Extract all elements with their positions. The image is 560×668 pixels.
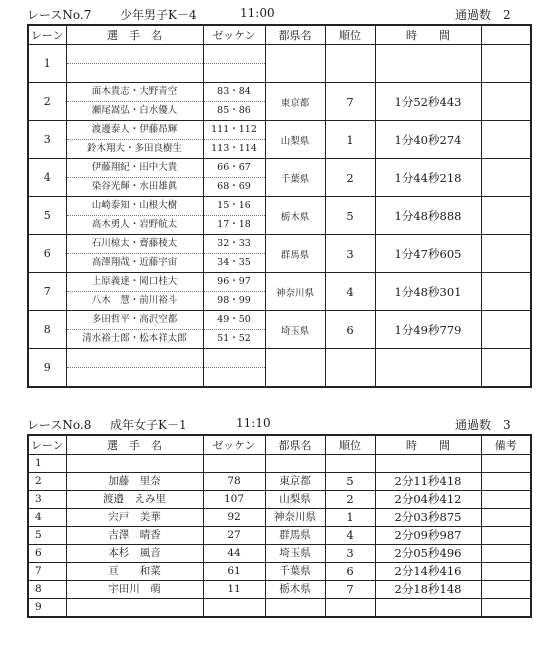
crew-name-line: 伊藤翔紀・田中大貴 <box>91 162 178 173</box>
table-row <box>28 599 531 618</box>
athlete-name: 本杉 風音 <box>66 545 203 563</box>
bib-numbers <box>203 349 265 388</box>
finish-time: 1分40秒274 <box>375 121 481 159</box>
finish-time: 2分14秒416 <box>375 563 481 581</box>
bib-line: 111・112 <box>211 124 257 135</box>
note <box>481 121 531 159</box>
race7-time: 11:00 <box>240 6 275 20</box>
table-row <box>28 83 531 121</box>
crew-name-line <box>67 63 203 82</box>
prefecture: 栃木県 <box>265 581 325 599</box>
finish-time: 2分18秒148 <box>375 581 481 599</box>
bib-number: 61 <box>203 563 265 581</box>
finish-time: 2分11秒418 <box>375 473 481 491</box>
bib-line: 113・114 <box>204 139 265 158</box>
prefecture <box>265 599 325 618</box>
lane-number: 3 <box>28 491 66 509</box>
table-row <box>28 491 531 509</box>
race7-category: 少年男子K－4 <box>120 8 197 22</box>
finish-time: 1分48秒301 <box>375 273 481 311</box>
crew-name-line: 高木勇人・岩野航太 <box>67 215 203 234</box>
rank: 3 <box>325 235 375 273</box>
bib-line: 85・86 <box>204 101 265 120</box>
athlete-name: 宍戸 美華 <box>66 509 203 527</box>
lane-number: 3 <box>28 121 66 159</box>
athlete-name <box>66 599 203 618</box>
bib-line <box>204 349 265 367</box>
bib-line <box>204 367 265 386</box>
crew-name-line: 鈴木翔大・多田良樹生 <box>67 139 203 158</box>
bib-number: 107 <box>203 491 265 509</box>
rank: 2 <box>325 491 375 509</box>
lane-header: レーン <box>28 435 66 455</box>
race7-number: レースNo.7 <box>27 8 92 22</box>
athlete-name: 宇田川 萌 <box>66 581 203 599</box>
bib-line: 32・33 <box>217 238 251 249</box>
table-row <box>28 121 531 159</box>
note <box>481 509 531 527</box>
crew-name-line: 八木 慧・前川裕斗 <box>67 291 203 310</box>
bib-number <box>203 599 265 618</box>
race8-advance: 通過数 3 <box>455 418 511 432</box>
rank: 4 <box>325 273 375 311</box>
race8-table <box>27 434 532 618</box>
time-header: 時 間 <box>375 25 481 45</box>
note <box>481 83 531 121</box>
prefecture: 山梨県 <box>265 121 325 159</box>
finish-time <box>375 45 481 83</box>
athlete-name: 渡邉 えみ里 <box>66 491 203 509</box>
finish-time: 1分49秒779 <box>375 311 481 349</box>
bib-line: 15・16 <box>217 200 251 211</box>
finish-time: 2分09秒987 <box>375 527 481 545</box>
lane-number: 2 <box>28 473 66 491</box>
lane-number: 7 <box>28 273 66 311</box>
finish-time: 1分48秒888 <box>375 197 481 235</box>
prefecture: 群馬県 <box>265 527 325 545</box>
table-row <box>28 473 531 491</box>
note <box>481 473 531 491</box>
race7-header-row <box>28 25 531 45</box>
prefecture: 千葉県 <box>265 159 325 197</box>
prefecture: 埼玉県 <box>265 545 325 563</box>
crew-name-line <box>67 349 203 367</box>
bib-line: 66・67 <box>217 162 251 173</box>
rank: 1 <box>325 121 375 159</box>
rank: 6 <box>325 563 375 581</box>
bib-line: 51・52 <box>204 329 265 348</box>
race8-time: 11:10 <box>236 416 271 430</box>
table-row <box>28 509 531 527</box>
crew-name-line: 石川椋太・齋藤稜太 <box>91 238 178 249</box>
lane-header: レーン <box>28 25 66 45</box>
crew-names <box>66 235 203 273</box>
note <box>481 455 531 473</box>
lane-number: 4 <box>28 509 66 527</box>
note <box>481 273 531 311</box>
prefecture: 神奈川県 <box>265 273 325 311</box>
bib-header: ゼッケン <box>203 25 265 45</box>
prefecture <box>265 455 325 473</box>
race8-category: 成年女子K－1 <box>110 418 187 432</box>
bib-line: 17・18 <box>204 215 265 234</box>
crew-name-line: 山崎泰知・山根大樹 <box>91 200 178 211</box>
crew-name-line: 清水裕士郎・松本祥太郎 <box>67 329 203 348</box>
note <box>481 197 531 235</box>
table-row <box>28 581 531 599</box>
finish-time: 2分03秒875 <box>375 509 481 527</box>
crew-name-line: 面木貴志・大野青空 <box>91 86 178 97</box>
race7-advance: 通過数 2 <box>455 8 511 22</box>
bib-numbers <box>203 121 265 159</box>
bib-numbers <box>203 311 265 349</box>
bib-number: 27 <box>203 527 265 545</box>
crew-name-line <box>67 367 203 386</box>
bib-line: 34・35 <box>204 253 265 272</box>
table-row <box>28 273 531 311</box>
lane-number: 6 <box>28 235 66 273</box>
rank: 2 <box>325 159 375 197</box>
finish-time: 1分44秒218 <box>375 159 481 197</box>
lane-number: 1 <box>28 45 66 83</box>
race8-number: レースNo.8 <box>27 418 92 432</box>
table-row <box>28 349 531 388</box>
lane-number: 7 <box>28 563 66 581</box>
lane-number: 2 <box>28 83 66 121</box>
rank: 4 <box>325 527 375 545</box>
lane-number: 8 <box>28 581 66 599</box>
crew-name-line: 高澤翔哉・近藤宇宙 <box>67 253 203 272</box>
rank: 5 <box>325 473 375 491</box>
finish-time: 1分47秒605 <box>375 235 481 273</box>
finish-time <box>375 455 481 473</box>
note <box>481 527 531 545</box>
note <box>481 563 531 581</box>
crew-names <box>66 121 203 159</box>
table-row <box>28 527 531 545</box>
bib-numbers <box>203 159 265 197</box>
bib-line: 98・99 <box>204 291 265 310</box>
table-row <box>28 45 531 83</box>
table-row <box>28 159 531 197</box>
prefecture: 群馬県 <box>265 235 325 273</box>
blank-header <box>481 25 531 45</box>
crew-names <box>66 83 203 121</box>
time-header: 時 間 <box>375 435 481 455</box>
crew-name-line: 上原義達・岡口桂大 <box>91 276 178 287</box>
rank: 3 <box>325 545 375 563</box>
rank: 7 <box>325 83 375 121</box>
rank: 6 <box>325 311 375 349</box>
crew-names <box>66 311 203 349</box>
bib-numbers <box>203 235 265 273</box>
crew-name-line: 染谷光輝・水田雄眞 <box>67 177 203 196</box>
note <box>481 545 531 563</box>
finish-time <box>375 599 481 618</box>
bib-numbers <box>203 197 265 235</box>
note <box>481 45 531 83</box>
note-header: 備考 <box>481 435 531 455</box>
bib-numbers <box>203 45 265 83</box>
finish-time <box>375 349 481 388</box>
table-row <box>28 197 531 235</box>
bib-number: 44 <box>203 545 265 563</box>
table-row <box>28 455 531 473</box>
race8-header-row <box>28 435 531 455</box>
bib-number: 92 <box>203 509 265 527</box>
bib-line: 96・97 <box>217 276 251 287</box>
rank <box>325 599 375 618</box>
athlete-name <box>66 455 203 473</box>
prefecture: 東京都 <box>265 473 325 491</box>
prefecture: 山梨県 <box>265 491 325 509</box>
prefecture: 東京都 <box>265 83 325 121</box>
bib-line: 68・69 <box>204 177 265 196</box>
finish-time: 2分04秒412 <box>375 491 481 509</box>
crew-names <box>66 197 203 235</box>
lane-number: 5 <box>28 527 66 545</box>
finish-time: 2分05秒496 <box>375 545 481 563</box>
race7-table <box>27 24 532 388</box>
bib-line: 49・50 <box>217 314 251 325</box>
bib-line <box>204 63 265 82</box>
pref-header: 都県名 <box>265 435 325 455</box>
crew-name-line: 多田哲平・高沢空都 <box>91 314 178 325</box>
pref-header: 都県名 <box>265 25 325 45</box>
crew-name-line: 渡邊泰人・伊藤昂輝 <box>91 124 178 135</box>
rank: 7 <box>325 581 375 599</box>
note <box>481 235 531 273</box>
athlete-name: 加藤 里奈 <box>66 473 203 491</box>
rank-header: 順位 <box>325 25 375 45</box>
bib-numbers <box>203 273 265 311</box>
rank-header: 順位 <box>325 435 375 455</box>
bib-number: 11 <box>203 581 265 599</box>
table-row <box>28 545 531 563</box>
athlete-name: 吉澤 晴香 <box>66 527 203 545</box>
rank <box>325 455 375 473</box>
bib-header: ゼッケン <box>203 435 265 455</box>
table-row <box>28 235 531 273</box>
lane-number: 5 <box>28 197 66 235</box>
lane-number: 6 <box>28 545 66 563</box>
note <box>481 349 531 388</box>
bib-number: 78 <box>203 473 265 491</box>
note <box>481 581 531 599</box>
crew-names <box>66 159 203 197</box>
prefecture: 神奈川県 <box>265 509 325 527</box>
crew-name-line: 瀬尾嵩弘・白水優人 <box>67 101 203 120</box>
prefecture <box>265 45 325 83</box>
bib-numbers <box>203 83 265 121</box>
prefecture <box>265 349 325 388</box>
note <box>481 491 531 509</box>
finish-time: 1分52秒443 <box>375 83 481 121</box>
prefecture: 栃木県 <box>265 197 325 235</box>
table-row <box>28 563 531 581</box>
note <box>481 311 531 349</box>
rank: 1 <box>325 509 375 527</box>
crew-name-line <box>67 45 203 63</box>
bib-line <box>204 45 265 63</box>
lane-number: 9 <box>28 349 66 388</box>
lane-number: 1 <box>28 455 66 473</box>
rank <box>325 349 375 388</box>
rank <box>325 45 375 83</box>
crew-names <box>66 349 203 388</box>
names-header: 選 手 名 <box>66 25 203 45</box>
crew-names <box>66 45 203 83</box>
athlete-name: 亘 和菜 <box>66 563 203 581</box>
prefecture: 千葉県 <box>265 563 325 581</box>
lane-number: 9 <box>28 599 66 618</box>
bib-line: 83・84 <box>217 86 251 97</box>
prefecture: 埼玉県 <box>265 311 325 349</box>
note <box>481 159 531 197</box>
name-header: 選 手 名 <box>66 435 203 455</box>
bib-number <box>203 455 265 473</box>
table-row <box>28 311 531 349</box>
lane-number: 8 <box>28 311 66 349</box>
note <box>481 599 531 618</box>
rank: 5 <box>325 197 375 235</box>
crew-names <box>66 273 203 311</box>
lane-number: 4 <box>28 159 66 197</box>
